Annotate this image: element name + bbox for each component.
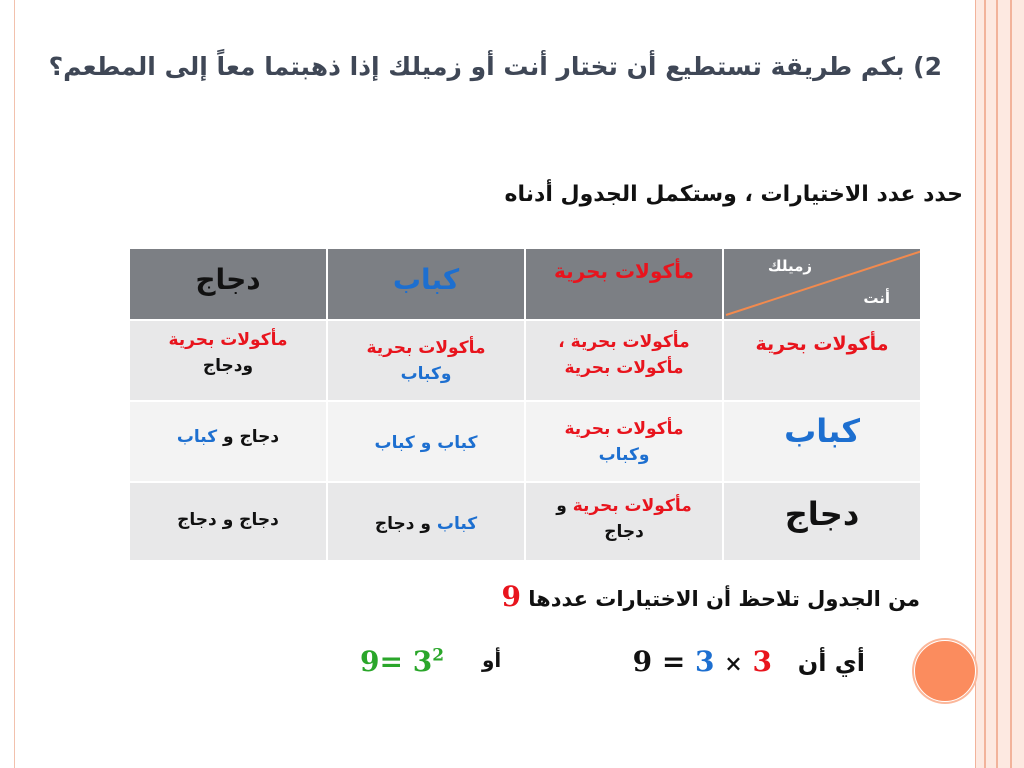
table-row: [129, 320, 921, 401]
equation-factor-b: 3: [695, 645, 715, 678]
equation-lead: أي أن: [797, 649, 865, 677]
table-cell: كباب و كباب: [327, 401, 525, 482]
table-cell: مأكولات بحرية و دجاج: [525, 482, 723, 561]
row-label-chicken: دجاج: [723, 482, 921, 561]
power-base: 3: [412, 645, 433, 678]
column-header-seafood: مأكولات بحرية: [525, 248, 723, 320]
table-row: [129, 401, 921, 482]
table-cell: مأكولات بحرية وكباب: [525, 401, 723, 482]
power-exponent: 2: [432, 645, 445, 666]
power-result: 9=: [360, 645, 403, 678]
equation-factor-a: 3: [752, 645, 772, 678]
column-header-kebab: كباب: [327, 248, 525, 320]
decorative-circle: [914, 640, 976, 702]
observation-count: 9: [501, 580, 521, 613]
question-title: 2) بكم طريقة تستطيع أن تختار أنت أو زميلك إذا ذهبتما معاً إلى المطعم؟: [48, 52, 942, 81]
observation-text: من الجدول تلاحظ أن الاختيارات عددها: [528, 587, 920, 611]
slide-right-border: [975, 0, 1024, 768]
table-cell: مأكولات بحرية ودجاج: [129, 320, 327, 401]
slide-left-border: [0, 0, 15, 768]
table-row: [129, 482, 921, 561]
diagonal-line: [724, 249, 921, 319]
instruction-text: حدد عدد الاختيارات ، وستكمل الجدول أدناه: [504, 182, 963, 207]
row-label-kebab: كباب: [723, 401, 921, 482]
corner-you-label: أنت: [863, 289, 890, 307]
or-word: أو: [482, 648, 502, 672]
power-equation: [360, 645, 444, 678]
equation-equals: =: [661, 645, 686, 678]
table-cell: دجاج و دجاج: [129, 482, 327, 561]
equation-times: ×: [724, 651, 743, 677]
table-cell: دجاج و كباب: [129, 401, 327, 482]
corner-cell: [723, 248, 921, 320]
table-header-row: [129, 248, 921, 320]
corner-friend-label: زميلك: [767, 257, 812, 275]
column-header-chicken: دجاج: [129, 248, 327, 320]
table-cell: كباب و دجاج: [327, 482, 525, 561]
choices-table: [128, 247, 922, 562]
observation-note: [300, 580, 920, 613]
table-cell: مأكولات بحرية وكباب: [327, 320, 525, 401]
row-label-seafood: مأكولات بحرية: [723, 320, 921, 401]
equation-result: 9: [632, 645, 653, 678]
table-cell: مأكولات بحرية ، مأكولات بحرية: [525, 320, 723, 401]
multiplication-equation: [580, 645, 865, 678]
